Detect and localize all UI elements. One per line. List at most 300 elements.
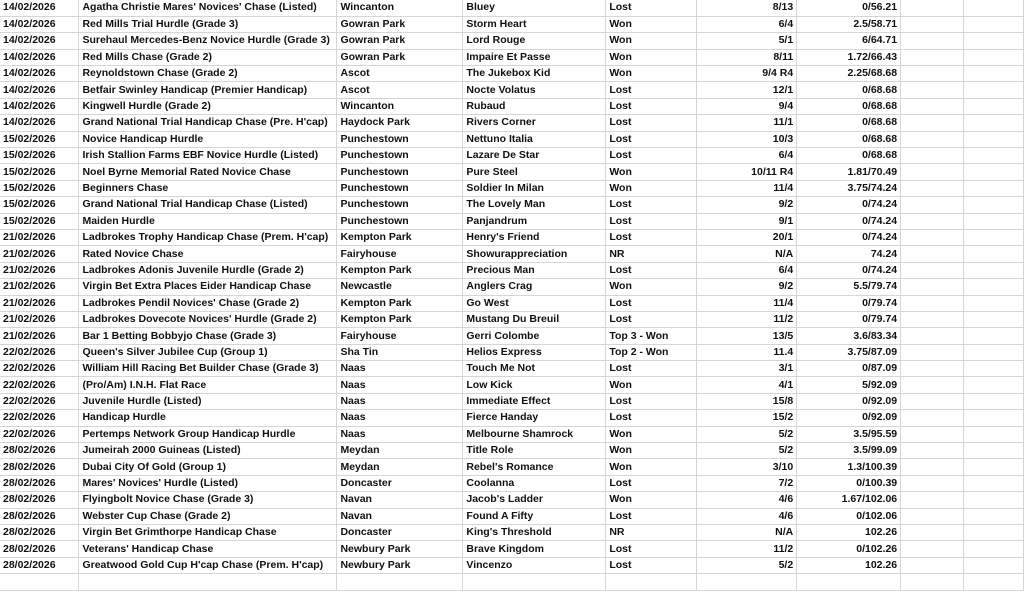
cell-empty[interactable] (964, 115, 1024, 131)
cell-empty[interactable] (964, 328, 1024, 344)
cell-empty[interactable] (964, 148, 1024, 164)
cell-empty[interactable] (901, 508, 964, 524)
cell-odds[interactable]: 5/1 (697, 33, 797, 49)
cell-date[interactable]: 22/02/2026 (0, 410, 79, 426)
cell-race-name[interactable]: Red Mills Trial Hurdle (Grade 3) (79, 16, 337, 32)
cell-course[interactable]: Punchestown (337, 131, 463, 147)
cell-profit-bank[interactable]: 3.75/74.24 (797, 180, 901, 196)
cell-race-name[interactable]: Kingwell Hurdle (Grade 2) (79, 98, 337, 114)
cell-result[interactable]: Lost (606, 262, 697, 278)
cell-horse[interactable]: Go West (463, 295, 606, 311)
cell-course[interactable]: Naas (337, 393, 463, 409)
cell-empty[interactable] (901, 475, 964, 491)
cell-empty[interactable] (901, 98, 964, 114)
cell-course[interactable]: Sha Tin (337, 344, 463, 360)
cell-empty[interactable] (964, 557, 1024, 573)
cell-horse[interactable]: Impaire Et Passe (463, 49, 606, 65)
cell-odds[interactable]: 4/1 (697, 377, 797, 393)
cell-empty[interactable] (964, 492, 1024, 508)
cell-empty[interactable] (964, 0, 1024, 16)
cell-course[interactable]: Newbury Park (337, 557, 463, 573)
cell-empty[interactable] (964, 262, 1024, 278)
cell-course[interactable]: Navan (337, 508, 463, 524)
cell-race-name[interactable]: Rated Novice Chase (79, 246, 337, 262)
cell-date[interactable]: 15/02/2026 (0, 164, 79, 180)
cell-odds[interactable]: 4/6 (697, 492, 797, 508)
cell-race-name[interactable]: Handicap Hurdle (79, 410, 337, 426)
cell-race-name[interactable] (79, 574, 337, 590)
cell-course[interactable]: Fairyhouse (337, 328, 463, 344)
cell-race-name[interactable]: Greatwood Gold Cup H'cap Chase (Prem. H'cap) (79, 557, 337, 573)
cell-empty[interactable] (964, 66, 1024, 82)
cell-horse[interactable]: Showurappreciation (463, 246, 606, 262)
cell-horse[interactable]: Jacob's Ladder (463, 492, 606, 508)
cell-date[interactable]: 15/02/2026 (0, 148, 79, 164)
cell-profit-bank[interactable] (797, 574, 901, 590)
cell-empty[interactable] (901, 82, 964, 98)
cell-empty[interactable] (964, 311, 1024, 327)
cell-odds[interactable]: 7/2 (697, 475, 797, 491)
cell-race-name[interactable]: Ladbrokes Dovecote Novices' Hurdle (Grade 2) (79, 311, 337, 327)
cell-horse[interactable]: Found A Fifty (463, 508, 606, 524)
cell-horse[interactable]: Fierce Handay (463, 410, 606, 426)
cell-profit-bank[interactable]: 5.5/79.74 (797, 279, 901, 295)
cell-course[interactable]: Kempton Park (337, 262, 463, 278)
cell-result[interactable]: Won (606, 164, 697, 180)
cell-empty[interactable] (901, 16, 964, 32)
cell-horse[interactable]: Precious Man (463, 262, 606, 278)
cell-profit-bank[interactable]: 1.3/100.39 (797, 459, 901, 475)
cell-odds[interactable]: 5/2 (697, 557, 797, 573)
cell-result[interactable]: Won (606, 33, 697, 49)
cell-empty[interactable] (901, 148, 964, 164)
cell-odds[interactable]: 6/4 (697, 148, 797, 164)
cell-empty[interactable] (901, 115, 964, 131)
cell-date[interactable]: 14/02/2026 (0, 33, 79, 49)
cell-race-name[interactable]: Agatha Christie Mares' Novices' Chase (Listed) (79, 0, 337, 16)
cell-course[interactable]: Doncaster (337, 475, 463, 491)
cell-odds[interactable]: 10/11 R4 (697, 164, 797, 180)
cell-date[interactable]: 28/02/2026 (0, 492, 79, 508)
cell-course[interactable]: Meydan (337, 443, 463, 459)
cell-horse[interactable]: Touch Me Not (463, 361, 606, 377)
cell-profit-bank[interactable]: 3.75/87.09 (797, 344, 901, 360)
cell-profit-bank[interactable]: 1.72/66.43 (797, 49, 901, 65)
cell-course[interactable] (337, 574, 463, 590)
cell-race-name[interactable]: Veterans' Handicap Chase (79, 541, 337, 557)
cell-profit-bank[interactable]: 74.24 (797, 246, 901, 262)
cell-result[interactable]: Won (606, 377, 697, 393)
cell-empty[interactable] (901, 541, 964, 557)
cell-result[interactable]: Won (606, 279, 697, 295)
cell-odds[interactable]: 15/8 (697, 393, 797, 409)
cell-course[interactable]: Punchestown (337, 148, 463, 164)
cell-result[interactable]: Lost (606, 475, 697, 491)
cell-odds[interactable]: 15/2 (697, 410, 797, 426)
cell-profit-bank[interactable]: 102.26 (797, 525, 901, 541)
cell-empty[interactable] (964, 361, 1024, 377)
cell-race-name[interactable]: Ladbrokes Pendil Novices' Chase (Grade 2) (79, 295, 337, 311)
cell-race-name[interactable]: Betfair Swinley Handicap (Premier Handicap) (79, 82, 337, 98)
cell-result[interactable]: Lost (606, 148, 697, 164)
cell-profit-bank[interactable]: 0/102.06 (797, 508, 901, 524)
cell-date[interactable]: 21/02/2026 (0, 311, 79, 327)
cell-result[interactable]: Lost (606, 311, 697, 327)
cell-empty[interactable] (901, 443, 964, 459)
cell-profit-bank[interactable]: 3.5/95.59 (797, 426, 901, 442)
cell-profit-bank[interactable]: 2.25/68.68 (797, 66, 901, 82)
cell-race-name[interactable]: Flyingbolt Novice Chase (Grade 3) (79, 492, 337, 508)
cell-race-name[interactable]: Surehaul Mercedes-Benz Novice Hurdle (Grade 3) (79, 33, 337, 49)
cell-course[interactable]: Haydock Park (337, 115, 463, 131)
cell-horse[interactable]: Helios Express (463, 344, 606, 360)
cell-result[interactable]: Lost (606, 361, 697, 377)
cell-course[interactable]: Wincanton (337, 98, 463, 114)
cell-result[interactable]: Lost (606, 508, 697, 524)
cell-result[interactable]: Won (606, 459, 697, 475)
cell-course[interactable]: Fairyhouse (337, 246, 463, 262)
cell-date[interactable]: 14/02/2026 (0, 66, 79, 82)
cell-result[interactable]: Lost (606, 541, 697, 557)
cell-profit-bank[interactable]: 0/68.68 (797, 98, 901, 114)
cell-empty[interactable] (901, 492, 964, 508)
cell-horse[interactable]: Rebel's Romance (463, 459, 606, 475)
cell-result[interactable]: Lost (606, 115, 697, 131)
cell-date[interactable]: 28/02/2026 (0, 475, 79, 491)
cell-horse[interactable]: Mustang Du Breuil (463, 311, 606, 327)
cell-profit-bank[interactable]: 0/74.24 (797, 229, 901, 245)
cell-race-name[interactable]: Reynoldstown Chase (Grade 2) (79, 66, 337, 82)
cell-horse[interactable]: Lord Rouge (463, 33, 606, 49)
cell-race-name[interactable]: Webster Cup Chase (Grade 2) (79, 508, 337, 524)
cell-profit-bank[interactable]: 0/74.24 (797, 197, 901, 213)
cell-profit-bank[interactable]: 102.26 (797, 557, 901, 573)
cell-profit-bank[interactable]: 0/79.74 (797, 295, 901, 311)
cell-empty[interactable] (964, 49, 1024, 65)
cell-result[interactable]: Won (606, 16, 697, 32)
cell-result[interactable]: Top 2 - Won (606, 344, 697, 360)
cell-course[interactable]: Gowran Park (337, 16, 463, 32)
cell-race-name[interactable]: Novice Handicap Hurdle (79, 131, 337, 147)
cell-profit-bank[interactable]: 2.5/58.71 (797, 16, 901, 32)
cell-race-name[interactable]: Grand National Trial Handicap Chase (Pre. H'cap) (79, 115, 337, 131)
cell-result[interactable]: Lost (606, 213, 697, 229)
cell-profit-bank[interactable]: 0/68.68 (797, 82, 901, 98)
cell-date[interactable]: 21/02/2026 (0, 246, 79, 262)
cell-horse[interactable]: Panjandrum (463, 213, 606, 229)
cell-horse[interactable]: Immediate Effect (463, 393, 606, 409)
cell-course[interactable]: Punchestown (337, 197, 463, 213)
cell-empty[interactable] (964, 393, 1024, 409)
cell-date[interactable]: 28/02/2026 (0, 508, 79, 524)
cell-empty[interactable] (901, 361, 964, 377)
cell-empty[interactable] (964, 82, 1024, 98)
cell-odds[interactable]: 9/4 R4 (697, 66, 797, 82)
cell-profit-bank[interactable]: 5/92.09 (797, 377, 901, 393)
cell-horse[interactable]: Vincenzo (463, 557, 606, 573)
cell-odds[interactable]: 11/4 (697, 180, 797, 196)
cell-date[interactable]: 22/02/2026 (0, 377, 79, 393)
cell-empty[interactable] (901, 393, 964, 409)
cell-date[interactable]: 15/02/2026 (0, 213, 79, 229)
cell-course[interactable]: Navan (337, 492, 463, 508)
cell-date[interactable]: 14/02/2026 (0, 115, 79, 131)
cell-empty[interactable] (964, 344, 1024, 360)
cell-date[interactable]: 22/02/2026 (0, 361, 79, 377)
cell-race-name[interactable]: Virgin Bet Grimthorpe Handicap Chase (79, 525, 337, 541)
cell-date[interactable]: 21/02/2026 (0, 328, 79, 344)
cell-empty[interactable] (901, 311, 964, 327)
cell-empty[interactable] (964, 246, 1024, 262)
cell-result[interactable]: Lost (606, 295, 697, 311)
cell-profit-bank[interactable]: 3.5/99.09 (797, 443, 901, 459)
cell-course[interactable]: Ascot (337, 66, 463, 82)
cell-race-name[interactable]: Red Mills Chase (Grade 2) (79, 49, 337, 65)
cell-empty[interactable] (901, 213, 964, 229)
cell-horse[interactable]: Storm Heart (463, 16, 606, 32)
cell-horse[interactable]: Lazare De Star (463, 148, 606, 164)
cell-odds[interactable]: 11.4 (697, 344, 797, 360)
cell-empty[interactable] (964, 541, 1024, 557)
cell-odds[interactable]: 20/1 (697, 229, 797, 245)
cell-race-name[interactable]: Beginners Chase (79, 180, 337, 196)
cell-race-name[interactable]: Bar 1 Betting Bobbyjo Chase (Grade 3) (79, 328, 337, 344)
cell-result[interactable]: NR (606, 525, 697, 541)
cell-empty[interactable] (964, 459, 1024, 475)
cell-odds[interactable]: 5/2 (697, 443, 797, 459)
cell-horse[interactable]: King's Threshold (463, 525, 606, 541)
cell-race-name[interactable]: Pertemps Network Group Handicap Hurdle (79, 426, 337, 442)
cell-horse[interactable]: Pure Steel (463, 164, 606, 180)
cell-empty[interactable] (901, 344, 964, 360)
cell-result[interactable]: Lost (606, 98, 697, 114)
cell-date[interactable]: 22/02/2026 (0, 344, 79, 360)
cell-horse[interactable]: Melbourne Shamrock (463, 426, 606, 442)
cell-empty[interactable] (901, 0, 964, 16)
cell-race-name[interactable]: Noel Byrne Memorial Rated Novice Chase (79, 164, 337, 180)
cell-empty[interactable] (901, 164, 964, 180)
cell-profit-bank[interactable]: 0/74.24 (797, 262, 901, 278)
cell-odds[interactable]: 3/1 (697, 361, 797, 377)
cell-horse[interactable]: Low Kick (463, 377, 606, 393)
cell-profit-bank[interactable]: 0/68.68 (797, 148, 901, 164)
cell-odds[interactable]: 12/1 (697, 82, 797, 98)
cell-date[interactable]: 14/02/2026 (0, 98, 79, 114)
cell-horse[interactable]: Brave Kingdom (463, 541, 606, 557)
cell-odds[interactable]: 11/1 (697, 115, 797, 131)
cell-course[interactable]: Ascot (337, 82, 463, 98)
cell-empty[interactable] (964, 443, 1024, 459)
cell-profit-bank[interactable]: 3.6/83.34 (797, 328, 901, 344)
cell-empty[interactable] (901, 246, 964, 262)
cell-empty[interactable] (964, 131, 1024, 147)
cell-odds[interactable]: 4/6 (697, 508, 797, 524)
cell-empty[interactable] (964, 574, 1024, 590)
cell-empty[interactable] (901, 197, 964, 213)
cell-result[interactable]: Won (606, 426, 697, 442)
cell-odds[interactable]: 11/2 (697, 541, 797, 557)
cell-odds[interactable]: 5/2 (697, 426, 797, 442)
cell-course[interactable]: Kempton Park (337, 311, 463, 327)
cell-date[interactable] (0, 574, 79, 590)
cell-empty[interactable] (901, 574, 964, 590)
cell-horse[interactable]: Gerri Colombe (463, 328, 606, 344)
cell-date[interactable]: 22/02/2026 (0, 393, 79, 409)
cell-race-name[interactable]: Juvenile Hurdle (Listed) (79, 393, 337, 409)
cell-profit-bank[interactable]: 0/56.21 (797, 0, 901, 16)
cell-horse[interactable]: Anglers Crag (463, 279, 606, 295)
cell-result[interactable]: Lost (606, 393, 697, 409)
cell-course[interactable]: Kempton Park (337, 295, 463, 311)
cell-empty[interactable] (964, 229, 1024, 245)
cell-empty[interactable] (964, 426, 1024, 442)
cell-result[interactable]: Lost (606, 197, 697, 213)
cell-empty[interactable] (901, 459, 964, 475)
cell-result[interactable]: Won (606, 443, 697, 459)
cell-odds[interactable]: 6/4 (697, 16, 797, 32)
cell-empty[interactable] (901, 279, 964, 295)
cell-race-name[interactable]: William Hill Racing Bet Builder Chase (Grade 3) (79, 361, 337, 377)
cell-horse[interactable]: Coolanna (463, 475, 606, 491)
cell-empty[interactable] (901, 262, 964, 278)
cell-empty[interactable] (964, 197, 1024, 213)
cell-horse[interactable]: The Lovely Man (463, 197, 606, 213)
cell-date[interactable]: 28/02/2026 (0, 459, 79, 475)
cell-horse[interactable]: Rivers Corner (463, 115, 606, 131)
cell-odds[interactable]: 9/1 (697, 213, 797, 229)
cell-empty[interactable] (901, 33, 964, 49)
cell-empty[interactable] (964, 295, 1024, 311)
cell-odds[interactable]: 8/13 (697, 0, 797, 16)
cell-empty[interactable] (964, 525, 1024, 541)
cell-date[interactable]: 21/02/2026 (0, 229, 79, 245)
cell-horse[interactable]: Nocte Volatus (463, 82, 606, 98)
cell-horse[interactable]: Rubaud (463, 98, 606, 114)
cell-empty[interactable] (901, 180, 964, 196)
cell-date[interactable]: 15/02/2026 (0, 180, 79, 196)
cell-empty[interactable] (901, 377, 964, 393)
cell-odds[interactable]: 9/2 (697, 279, 797, 295)
cell-course[interactable]: Wincanton (337, 0, 463, 16)
cell-date[interactable]: 14/02/2026 (0, 49, 79, 65)
cell-profit-bank[interactable]: 0/100.39 (797, 475, 901, 491)
cell-empty[interactable] (901, 295, 964, 311)
cell-course[interactable]: Naas (337, 377, 463, 393)
cell-empty[interactable] (901, 410, 964, 426)
cell-race-name[interactable]: Maiden Hurdle (79, 213, 337, 229)
cell-course[interactable]: Newbury Park (337, 541, 463, 557)
cell-date[interactable]: 14/02/2026 (0, 82, 79, 98)
cell-course[interactable]: Naas (337, 361, 463, 377)
cell-horse[interactable]: Soldier In Milan (463, 180, 606, 196)
cell-empty[interactable] (964, 33, 1024, 49)
cell-race-name[interactable]: Queen's Silver Jubilee Cup (Group 1) (79, 344, 337, 360)
cell-race-name[interactable]: Grand National Trial Handicap Chase (Listed) (79, 197, 337, 213)
cell-date[interactable]: 15/02/2026 (0, 197, 79, 213)
cell-course[interactable]: Gowran Park (337, 33, 463, 49)
cell-horse[interactable]: Bluey (463, 0, 606, 16)
cell-race-name[interactable]: Dubai City Of Gold (Group 1) (79, 459, 337, 475)
cell-course[interactable]: Naas (337, 426, 463, 442)
cell-empty[interactable] (964, 410, 1024, 426)
cell-race-name[interactable]: Jumeirah 2000 Guineas (Listed) (79, 443, 337, 459)
cell-date[interactable]: 21/02/2026 (0, 279, 79, 295)
cell-result[interactable]: Lost (606, 0, 697, 16)
cell-course[interactable]: Meydan (337, 459, 463, 475)
cell-race-name[interactable]: (Pro/Am) I.N.H. Flat Race (79, 377, 337, 393)
cell-result[interactable]: Won (606, 492, 697, 508)
cell-course[interactable]: Punchestown (337, 180, 463, 196)
cell-odds[interactable]: 9/2 (697, 197, 797, 213)
cell-odds[interactable]: 11/4 (697, 295, 797, 311)
cell-race-name[interactable]: Irish Stallion Farms EBF Novice Hurdle (Listed) (79, 148, 337, 164)
cell-profit-bank[interactable]: 0/74.24 (797, 213, 901, 229)
cell-course[interactable]: Punchestown (337, 213, 463, 229)
cell-empty[interactable] (964, 98, 1024, 114)
cell-empty[interactable] (901, 229, 964, 245)
cell-horse[interactable]: Nettuno Italia (463, 131, 606, 147)
cell-odds[interactable] (697, 574, 797, 590)
cell-date[interactable]: 22/02/2026 (0, 426, 79, 442)
cell-horse[interactable] (463, 574, 606, 590)
cell-profit-bank[interactable]: 0/102.26 (797, 541, 901, 557)
cell-empty[interactable] (901, 328, 964, 344)
cell-empty[interactable] (964, 180, 1024, 196)
cell-race-name[interactable]: Ladbrokes Trophy Handicap Chase (Prem. H'cap) (79, 229, 337, 245)
cell-profit-bank[interactable]: 6/64.71 (797, 33, 901, 49)
cell-profit-bank[interactable]: 1.67/102.06 (797, 492, 901, 508)
cell-profit-bank[interactable]: 0/68.68 (797, 131, 901, 147)
cell-odds[interactable]: 11/2 (697, 311, 797, 327)
cell-odds[interactable]: N/A (697, 525, 797, 541)
cell-empty[interactable] (901, 131, 964, 147)
cell-empty[interactable] (964, 16, 1024, 32)
cell-empty[interactable] (901, 525, 964, 541)
cell-empty[interactable] (964, 508, 1024, 524)
cell-race-name[interactable]: Virgin Bet Extra Places Eider Handicap Chase (79, 279, 337, 295)
cell-result[interactable]: Won (606, 180, 697, 196)
cell-odds[interactable]: 3/10 (697, 459, 797, 475)
cell-horse[interactable]: The Jukebox Kid (463, 66, 606, 82)
cell-date[interactable]: 28/02/2026 (0, 541, 79, 557)
cell-date[interactable]: 21/02/2026 (0, 295, 79, 311)
cell-empty[interactable] (964, 377, 1024, 393)
cell-course[interactable]: Punchestown (337, 164, 463, 180)
cell-empty[interactable] (964, 475, 1024, 491)
cell-profit-bank[interactable]: 0/68.68 (797, 115, 901, 131)
cell-horse[interactable]: Title Role (463, 443, 606, 459)
cell-course[interactable]: Newcastle (337, 279, 463, 295)
cell-race-name[interactable]: Mares' Novices' Hurdle (Listed) (79, 475, 337, 491)
cell-date[interactable]: 28/02/2026 (0, 557, 79, 573)
cell-course[interactable]: Kempton Park (337, 229, 463, 245)
cell-result[interactable]: NR (606, 246, 697, 262)
cell-result[interactable]: Lost (606, 131, 697, 147)
cell-odds[interactable]: 8/11 (697, 49, 797, 65)
cell-result[interactable]: Lost (606, 557, 697, 573)
cell-horse[interactable]: Henry's Friend (463, 229, 606, 245)
cell-date[interactable]: 21/02/2026 (0, 262, 79, 278)
cell-empty[interactable] (901, 49, 964, 65)
cell-result[interactable]: Lost (606, 410, 697, 426)
cell-race-name[interactable]: Ladbrokes Adonis Juvenile Hurdle (Grade 2) (79, 262, 337, 278)
cell-result[interactable]: Won (606, 49, 697, 65)
cell-date[interactable]: 14/02/2026 (0, 16, 79, 32)
cell-profit-bank[interactable]: 0/92.09 (797, 410, 901, 426)
cell-date[interactable]: 28/02/2026 (0, 525, 79, 541)
cell-date[interactable]: 15/02/2026 (0, 131, 79, 147)
cell-profit-bank[interactable]: 0/87.09 (797, 361, 901, 377)
